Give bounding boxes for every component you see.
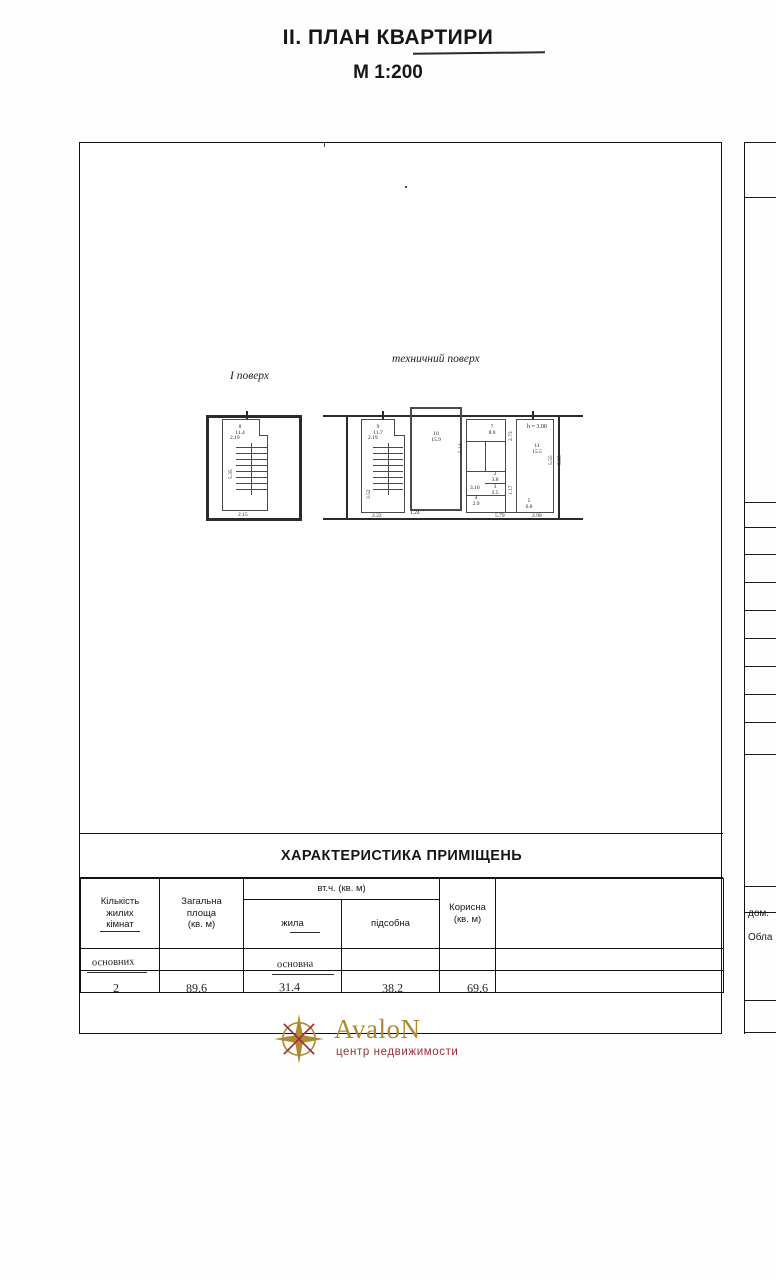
dimension-label: 5.95 (557, 455, 563, 465)
header-rooms-count (81, 879, 160, 949)
underline-mark-rooms (87, 972, 147, 973)
dimension-label: 5.55 (548, 455, 554, 465)
stair-railing (388, 443, 389, 495)
plan-wall (206, 518, 302, 521)
strike-mark-zhyla (290, 932, 320, 933)
plan-wall (323, 518, 583, 520)
plan-wall (410, 407, 461, 409)
plan-wall (222, 419, 260, 420)
plan-wall (222, 419, 223, 511)
dimension-label: 5.14 (458, 443, 464, 453)
handwriting-rooms-value: 2 (112, 980, 120, 996)
header-included-group: вт.ч. (кв. м) (244, 879, 440, 900)
adjacent-sheet-edge (744, 142, 776, 1034)
header-empty-column (496, 879, 724, 949)
plan-wall (516, 419, 554, 420)
handwriting-utility-area-value: 38.2 (381, 980, 404, 996)
room-number-area-2: 2 3.8 (491, 471, 499, 483)
table-header-row-1 (81, 879, 724, 900)
plan-wall (206, 415, 209, 521)
room-number-area-9: 9 11.7 (373, 424, 383, 436)
dimension-label: 5.35 (228, 469, 234, 479)
cell-usable-area (440, 949, 496, 971)
dimension-label: 1.24 (410, 510, 420, 516)
sheet-rule (745, 582, 776, 583)
left-plan-caption: I поверх (230, 370, 269, 382)
sheet-rule (745, 1000, 776, 1001)
sheet-rule (745, 610, 776, 611)
plan-wall (466, 419, 506, 420)
plan-wall (267, 435, 268, 511)
dimension-label: 2.90 (532, 513, 542, 519)
room-number-area-4: 4 2.9 (472, 495, 480, 507)
dimension-label: 2.19 (368, 435, 378, 441)
adjacent-sheet-text-1: дом. (748, 908, 770, 919)
handwriting-living-note: основна (276, 958, 314, 971)
floor-plans-area (80, 143, 723, 833)
plan-wall (460, 407, 462, 511)
dimension-label: 2.22 (372, 513, 382, 519)
characteristics-title-row (80, 833, 723, 877)
plan-wall (394, 435, 405, 436)
scale-label: M 1:200 (353, 62, 423, 83)
plan-wall (206, 415, 302, 418)
handwriting-total-area-value: 89.6 (185, 980, 208, 996)
sheet-rule (745, 638, 776, 639)
cell-extra (496, 971, 724, 993)
stair-railing (251, 443, 252, 495)
plan-wall (299, 415, 302, 521)
dimension-label: 3.10 (470, 485, 480, 491)
plan-wall (346, 415, 348, 519)
plan-wall (361, 419, 362, 513)
sheet-rule (745, 142, 776, 143)
header-text: Кількість (100, 895, 140, 907)
dimension-label: 2.15 (238, 512, 248, 518)
room-number-area-11: 11 15.5 (532, 443, 542, 455)
header-text: жилих (106, 907, 134, 919)
dimension-label: 3.52 (366, 489, 372, 499)
drawing-frame (79, 142, 722, 1034)
sheet-rule (745, 754, 776, 755)
sheet-rule (745, 722, 776, 723)
document-title-block (0, 26, 776, 84)
cell-total-area (160, 949, 244, 971)
cell-extra (496, 949, 724, 971)
header-text: Загальна (181, 895, 222, 907)
sheet-rule (745, 554, 776, 555)
plan-wall (382, 411, 384, 419)
plan-wall (505, 441, 506, 513)
plan-wall (505, 419, 506, 441)
room-number-area-10: 10 15.9 (431, 431, 441, 443)
sheet-rule (745, 694, 776, 695)
room-number-area-7: 7 8.0 (488, 424, 496, 436)
cell-utility-area (342, 949, 440, 971)
plan-wall (361, 512, 405, 513)
plan-wall (246, 411, 248, 419)
plan-wall (259, 419, 260, 435)
sheet-rule (745, 527, 776, 528)
plan-wall (516, 419, 517, 513)
header-usable-area (440, 879, 496, 949)
header-text: Корисна (449, 901, 486, 913)
header-living-area: жила (244, 900, 342, 949)
dimension-label: 2.19 (230, 435, 240, 441)
sheet-rule (745, 502, 776, 503)
header-text: площа (186, 907, 217, 919)
room-number-area-3: 3 2.5 (491, 484, 499, 496)
sheet-rule (745, 886, 776, 887)
watermark-name: AvaloN (334, 1014, 421, 1044)
header-text: кімнат (106, 919, 134, 931)
table-row (81, 949, 724, 971)
adjacent-sheet-text-2: Обла (748, 932, 773, 943)
room-number-area-5: 5 6.8 (525, 498, 533, 510)
plan-wall (323, 415, 583, 417)
header-total-area (160, 879, 244, 949)
plan-wall (532, 411, 534, 419)
plan-wall (485, 441, 486, 471)
header-text: (кв. м) (187, 919, 216, 931)
plan-wall (404, 435, 405, 513)
ceiling-height-note: h = 3.00 (527, 424, 547, 430)
dimension-label: 2.73 (508, 431, 514, 441)
page-title: II. ПЛАН КВАРТИРИ (282, 26, 494, 49)
characteristics-title: ХАРАКТЕРИСТИКА ПРИМІЩЕНЬ (280, 847, 523, 864)
right-plan-caption: техничний поверх (392, 353, 480, 365)
handwriting-usable-area-value: 69.6 (466, 980, 489, 996)
plan-wall (361, 419, 395, 420)
cell-rooms-count (81, 971, 160, 993)
room-number-area-8: 8 11.4 (235, 424, 245, 436)
plan-wall (394, 419, 395, 435)
handwriting-living-area-value: 31.4 (278, 979, 301, 995)
plan-wall (558, 415, 560, 519)
plan-wall (410, 407, 412, 511)
strike-mark-zhylyh (100, 931, 140, 932)
dimension-label: 1.17 (508, 485, 514, 495)
plan-wall (553, 419, 554, 513)
handwriting-rooms-note: основних (91, 956, 135, 969)
sheet-rule (745, 1032, 776, 1033)
header-utility-area: підсобна (342, 900, 440, 949)
dimension-label: 5.79 (495, 513, 505, 519)
sheet-rule (745, 666, 776, 667)
header-text: (кв. м) (453, 913, 482, 925)
sheet-rule (745, 197, 776, 198)
underline-mark-living (272, 974, 334, 975)
watermark-subtitle: центр недвижимости (336, 1046, 459, 1058)
characteristics-table (80, 877, 723, 993)
plan-wall (259, 435, 268, 436)
